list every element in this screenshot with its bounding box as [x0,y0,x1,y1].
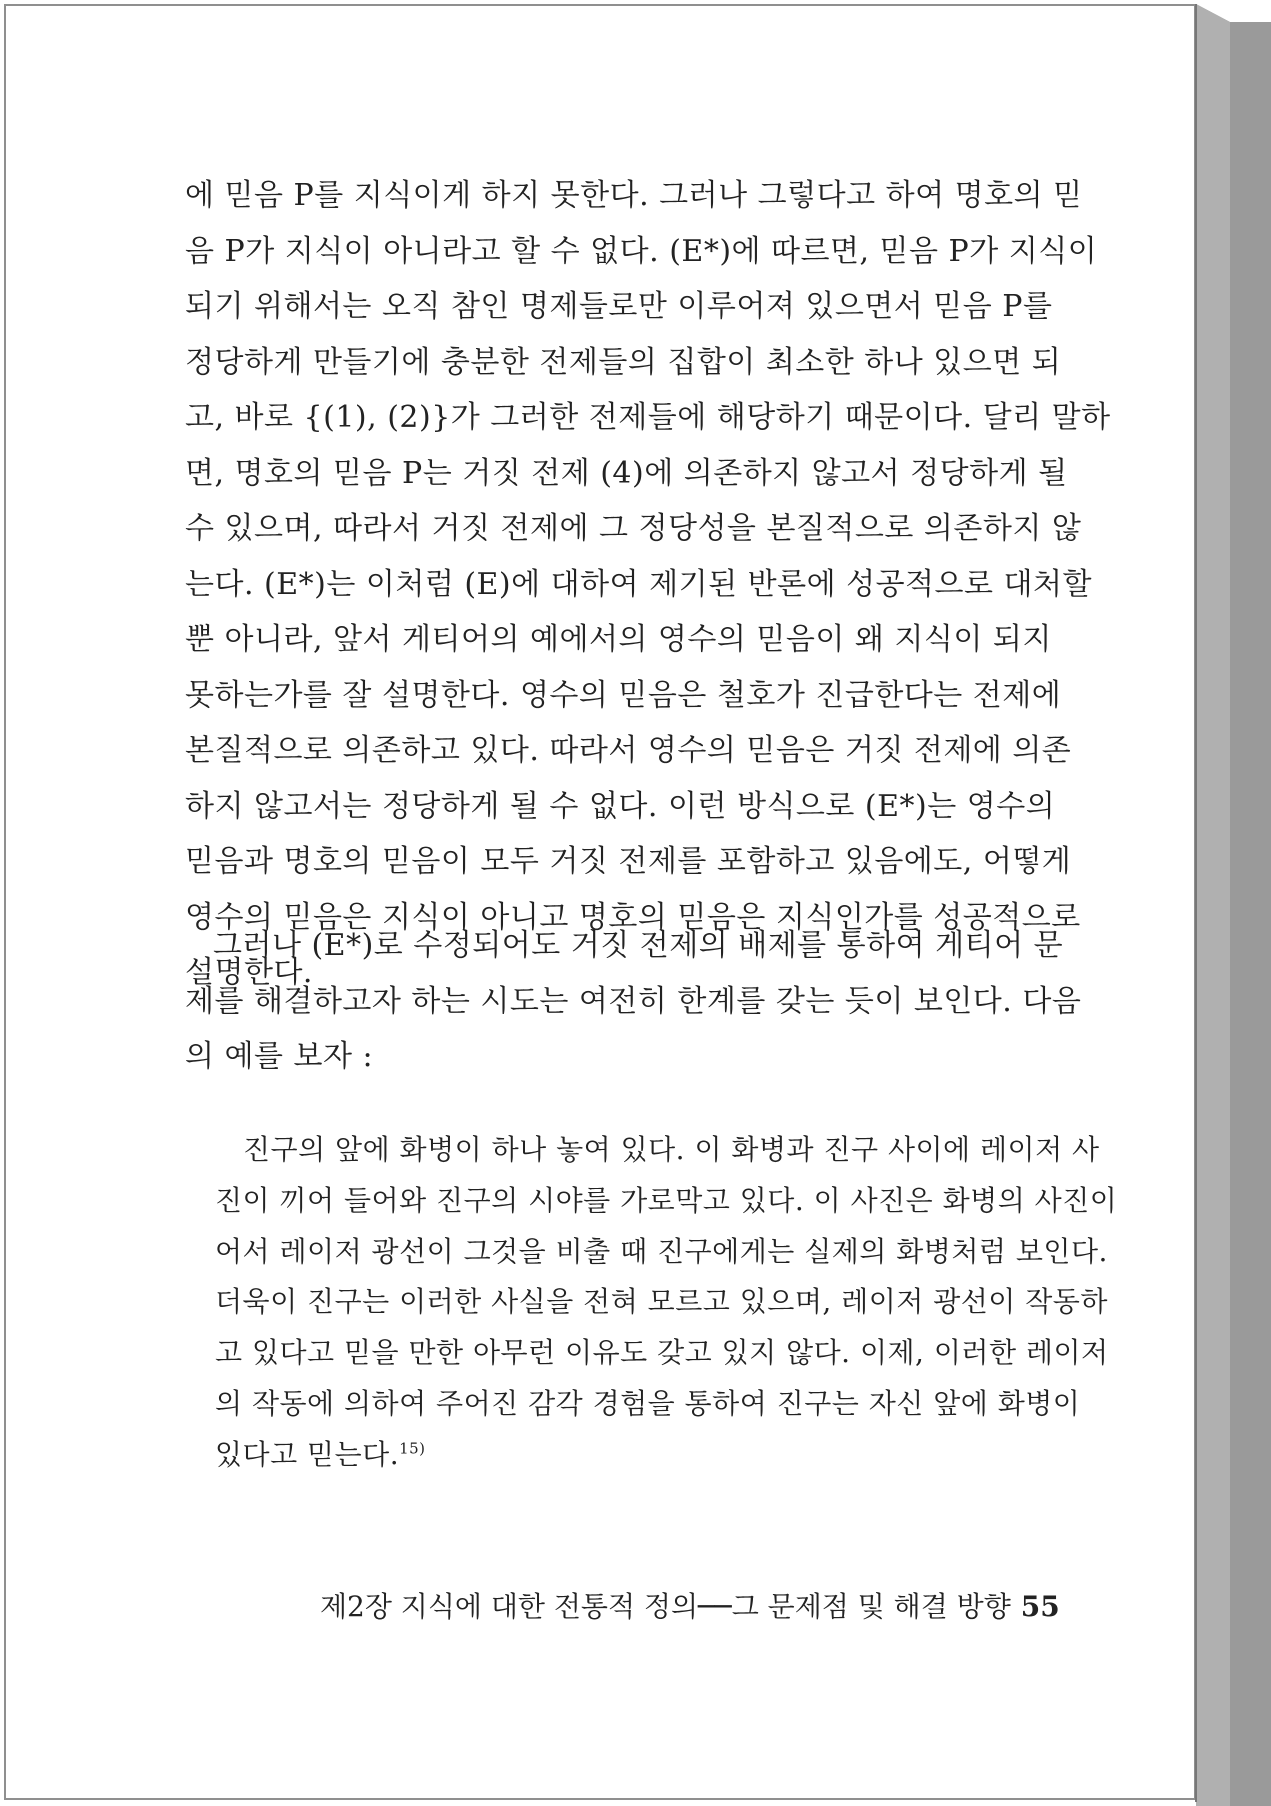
text-line: 못하는가를 잘 설명한다. 영수의 믿음은 철호가 진급한다는 전제에 [185,677,1062,713]
text-line: 그러나 (E*)로 수정되어도 거짓 전제의 배제를 통하여 게티어 문 [213,928,1064,963]
quote-line: 어서 레이저 광선이 그것을 비출 때 진구에게는 실제의 화병처럼 보인다. [215,1234,1108,1268]
block-quote [215,1125,1118,1481]
quote-line: 더욱이 진구는 이러한 사실을 전혀 모르고 있으며, 레이저 광선이 작동하 [215,1285,1108,1319]
page-footer [320,1585,1060,1625]
text-line: 음 P가 지식이 아니라고 할 수 없다. (E*)에 따르면, 믿음 P가 지식이 [185,233,1098,269]
text-line: 정당하게 만들기에 충분한 전제들의 집합이 최소한 하나 있으면 되 [185,344,1062,380]
text-line: 영수의 믿음은 지식이 아니고 명호의 믿음은 지식인가를 성공적으로 [185,899,1081,935]
text-line: 수 있으며, 따라서 거짓 전제에 그 정당성을 본질적으로 의존하지 않 [185,511,1082,546]
quote-line: 의 작동에 의하여 주어진 감각 경험을 통하여 진구는 자신 앞에 화병이 [215,1386,1081,1420]
text-line: 설명한다. [185,955,313,990]
text-line: 고, 바로 {(1), (2)}가 그러한 전제들에 해당하기 때문이다. 달리 말하 [185,400,1111,435]
text-line: 본질적으로 의존하고 있다. 따라서 영수의 믿음은 거짓 전제에 의존 [185,733,1072,768]
body-paragraph-2 [185,918,1082,1085]
text-line: 면, 명호의 믿음 P는 거짓 전제 (4)에 의존하지 않고서 정당하게 될 [185,455,1068,491]
quote-line: 고 있다고 믿을 만한 아무런 이유도 갖고 있지 않다. 이제, 이러한 레이저 [215,1336,1109,1370]
quote-line: 진이 끼어 들어와 진구의 시야를 가로막고 있다. 이 사진은 화병의 사진이 [215,1183,1118,1217]
text-line: 되기 위해서는 오직 참인 명제들로만 이루어져 있으면서 믿음 P를 [185,289,1053,324]
text-line: 에 믿음 P를 지식이게 하지 못한다. 그러나 그렇다고 하여 명호의 믿 [185,178,1083,213]
chapter-title: 제2장 지식에 대한 전통적 정의──그 문제점 및 해결 방향 [320,1590,1011,1623]
quote-line: 진구의 앞에 화병이 하나 놓여 있다. 이 화병과 진구 사이에 레이저 사 [243,1133,1100,1166]
text-line: 하지 않고서는 정당하게 될 수 없다. 이런 방식으로 (E*)는 영수의 [185,788,1056,824]
text-line: 제를 해결하고자 하는 시도는 여전히 한계를 갖는 듯이 보인다. 다음 [185,983,1082,1019]
footnote-ref: 15) [399,1439,426,1458]
text-line: 뿐 아니라, 앞서 게티어의 예에서의 영수의 믿음이 왜 지식이 되지 [185,622,1052,657]
text-line: 의 예를 보자 : [185,1039,374,1074]
text-line: 는다. (E*)는 이처럼 (E)에 대하여 제기된 반론에 성공적으로 대처할 [185,566,1092,602]
text-line: 믿음과 명호의 믿음이 모두 거짓 전제를 포함하고 있음에도, 어떻게 [185,844,1072,879]
quote-line-text: 있다고 믿는다. [215,1437,400,1471]
page-number: 55 [1020,1590,1060,1623]
quote-last-line [215,1430,1010,1481]
